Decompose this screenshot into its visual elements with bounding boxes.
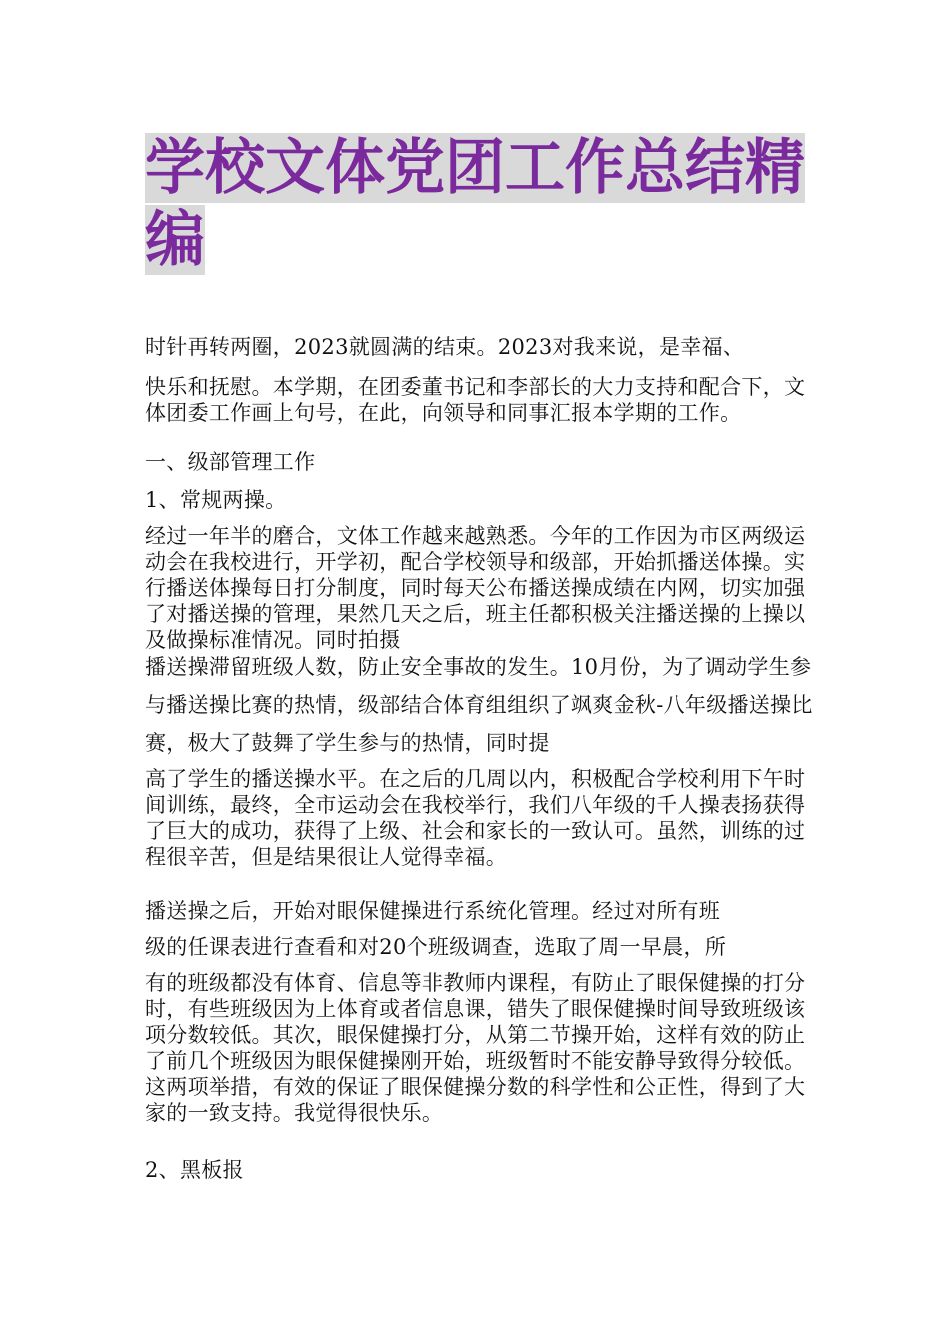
paragraph-exercise: 经过一年半的磨合，文体工作越来越熟悉。今年的工作因为市区两级运动会在我校进行，开学初，配合学校领导和级部，开始抓播送体操。实行播送体操每日打分制度，同时每天公布播送操成绩在内网，切实加强了对播送操的管理，果然几天之后，班主任都积极关注播送操的上操以及做操标准情况。同时拍摄 [145,524,806,652]
paragraph-intro-line1: 时针再转两圈，2023就圆满的结束。2023对我来说，是幸福、 [145,335,745,359]
paragraph-eye-exercise: 有的班级都没有体育、信息等非教师内课程，有防止了眼保健操的打分时，有些班级因为上体育或者信息课，错失了眼保健操时间导致班级该项分数较低。其次，眼保健操打分，从第二节操开始，这样有效的防止了前几个班级因为眼保健操刚开始，班级暂时不能安静导致得分较低。这两项举措，有效的保证了眼保健操分数的科学性和公正性，得到了大家的一致支持。我觉得很快乐。 [145,971,806,1125]
paragraph-eye-exercise-line1: 播送操之后，开始对眼保健操进行系统化管理。经过对所有班 [145,899,721,923]
paragraph-eye-exercise-line2: 级的任课表进行查看和对20个班级调查，选取了周一早晨，所 [145,935,727,959]
paragraph-intro: 快乐和抚慰。本学期，在团委董书记和李部长的大力支持和配合下，文体团委工作画上句号，在此，向领导和同事汇报本学期的工作。 [145,375,806,425]
section-heading-1: 一、级部管理工作 [145,450,316,474]
paragraph-exercise-result: 高了学生的播送操水平。在之后的几周以内，积极配合学校利用下午时间训练，最终，全市运动会在我校举行，我们八年级的千人操表扬获得了巨大的成功，获得了上级、社会和家长的一致认可。虽然，训练的过程很辛苦，但是结果很让人觉得幸福。 [145,767,806,869]
paragraph-exercise-cont: 播送操滞留班级人数，防止安全事故的发生。10月份，为了调动学生参与播送操比赛的热情，级部结合体育组组织了飒爽金秋-八年级播送操比赛，极大了鼓舞了学生参与的热情，同时提 [145,655,813,755]
subsection-heading-1: 1、常规两操。 [145,488,287,512]
document-title: 学校文体党团工作总结精编 [145,133,805,275]
subsection-heading-2: 2、黑板报 [145,1158,244,1182]
